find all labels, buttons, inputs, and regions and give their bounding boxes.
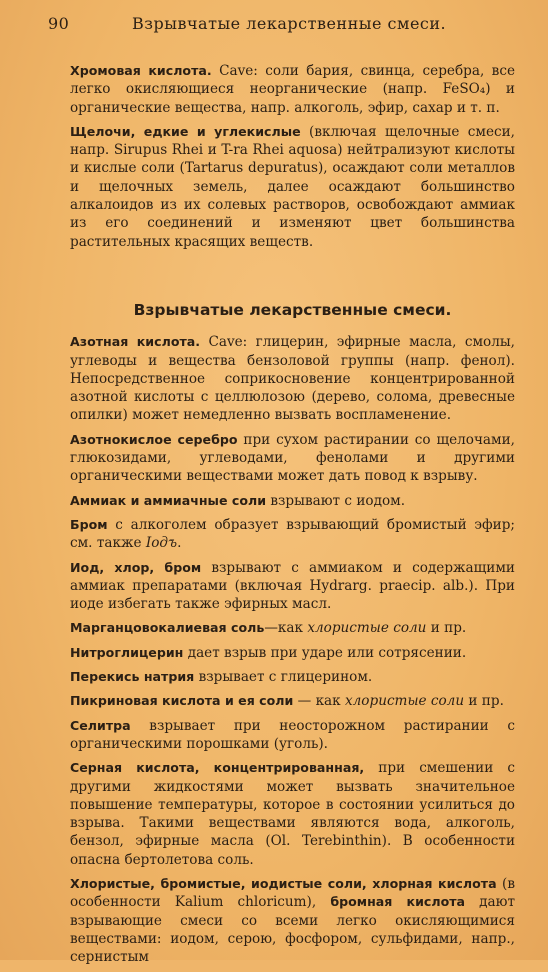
paragraph-nitroglycerin (70, 644, 515, 662)
term: Пикриновая кислота и ея соли (70, 693, 294, 709)
term: Азотнокислое серебро (70, 431, 238, 447)
paragraph-text: дает взрыв при ударе или сотрясении. (183, 644, 467, 661)
paragraph-alkalis (70, 123, 515, 251)
paragraph-text: (в особенности Kalium chloricum), (70, 875, 516, 911)
term: Щелочи, едкие и углекислые (70, 123, 301, 139)
term: Нитроглицерин (70, 644, 184, 660)
running-title: Взрывчатые лекарственные смеси. (132, 14, 447, 33)
paragraph-text-end: . (177, 535, 182, 552)
paragraph-text: взрывают с иодом. (266, 492, 406, 509)
paragraph-iodine-chlorine-bromine (70, 559, 515, 614)
cross-reference: хлористые соли (307, 620, 427, 637)
paragraph-bromine (70, 516, 515, 553)
paragraph-text: взрывают с аммиаком и содержащими аммиак препаратами (включая Hydrarg. praecip. alb.). При иоде избегать также эфирных масл. (70, 559, 515, 613)
paragraph-text: при смешении с другими жидкостями может вызвать значительное повышение температуры, которое в состоянии усилиться до взрыва. Такими веществами являются вода, алкоголь, бензол, эфирные масла (Ol. Terebinthin). В особенности опасна бертолетова соль. (70, 760, 515, 868)
paragraph-sulfuric-acid (70, 759, 515, 869)
term: Перекись натрия (70, 669, 195, 685)
paragraph-text: — как (293, 693, 345, 710)
paragraph-text: с алкоголем образует взрывающий бромистый эфир; см. также (70, 516, 515, 552)
paragraph-ammonia (70, 492, 515, 510)
section-title: Взрывчатые лекарственные смеси. (133, 300, 452, 319)
paragraph-chlorates (70, 875, 515, 966)
paragraph-text: взрывает при неосторожном растирании с органическими порошками (уголь). (70, 717, 515, 752)
term: Хромовая кислота. (70, 63, 212, 78)
cross-reference: Іодъ (145, 535, 178, 552)
paragraph-text-end: дают взрывающие смеси со всеми легко окисляющимися веществами: иодом, серою, фосфором, сульфидами, напр., сернистым (70, 894, 516, 966)
page-header (48, 14, 508, 33)
paragraph-nitric-acid (70, 333, 515, 424)
term: Бром (70, 516, 108, 532)
paragraph-text: (включая щелочные смеси, напр. Sirupus Rhei и T-ra Rhei aquosa) нейтрализуют кислоты и кислые соли (Tartarus depuratus), осаждают соли металлов и щелочных земель, далее осаждают большинство алкалоидов из их солевых растворов, освобождают аммиак из его соединений и изменяют цвет большинства растительных красящих веществ. (70, 123, 515, 250)
cross-reference: хлористые соли (344, 693, 465, 710)
paragraph-text: взрывает с глицерином. (194, 669, 373, 686)
paragraph-text-end: и пр. (464, 693, 504, 710)
paragraph-text: при сухом растирании со щелочами, глюкозидами, углеводами, фенолами и другими органическими веществами может дать повод к взрыву. (70, 431, 515, 485)
term-secondary: бромная кислота (330, 894, 466, 910)
term: Иод, хлор, бром (70, 559, 202, 575)
term: Серная кислота, концентрированная, (70, 760, 365, 776)
term: Хлористые, бромистые, иодистые соли, хлорная кислота (70, 875, 497, 891)
paragraph-text-end: и пр. (426, 620, 467, 637)
term: Марганцовокалиевая соль (70, 620, 265, 636)
paragraph-saltpeter (70, 717, 515, 754)
paragraph-chromic-acid (70, 62, 515, 117)
paragraph-permanganate (70, 619, 515, 637)
paragraph-silver-nitrate (70, 431, 515, 486)
paragraph-text: Cave: соли бария, свинца, серебра, все легко окисляющиеся неорганические (напр. FeSO₄) и органические вещества, напр. алкоголь, эфир, сахар и т. п. (70, 63, 515, 116)
paragraph-text: —как (264, 620, 308, 637)
paragraph-text: Cave: глицерин, эфирные масла, смолы, углеводы и вещества бензоловой группы (напр. фенол). Непосредственное соприкосновение концентрированной азотной кислоты с целлюлозою (дерево, солома, древесные опилки) может немедленно вызвать воспламенение. (70, 334, 516, 424)
paragraph-picric-acid (70, 692, 515, 710)
page-number: 90 (48, 14, 70, 33)
page-content (70, 62, 515, 972)
paragraph-sodium-peroxide (70, 668, 515, 686)
term: Азотная кислота. (70, 334, 201, 350)
term: Селитра (70, 717, 131, 733)
term: Аммиак и аммиачные соли (70, 492, 267, 508)
